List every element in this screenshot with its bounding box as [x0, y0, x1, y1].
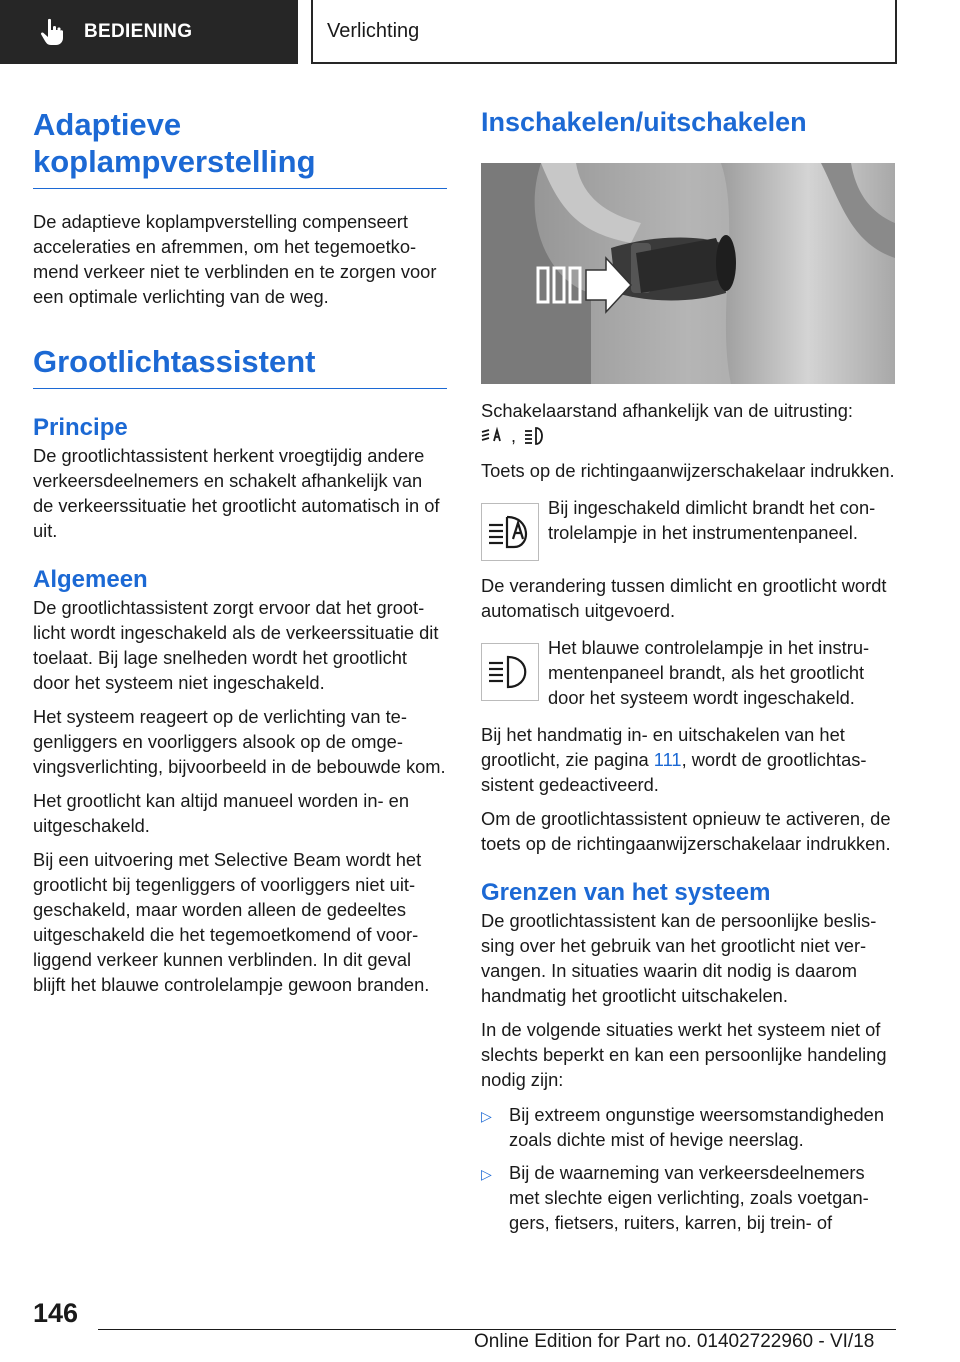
heading-principe: Principe [33, 414, 128, 441]
paragraph-manual-switch [481, 722, 895, 797]
footer-rule [98, 1329, 896, 1330]
heading-high-beam-assistant: Grootlichtassistent [33, 344, 316, 379]
note-high-beam [481, 635, 895, 710]
limits-list [481, 1102, 895, 1235]
paragraph-reactivate: Om de grootlichtassistent opnieuw te activeren, de toets op de richtingaanwijzerschakelaar indrukken. [481, 808, 891, 854]
paragraph-algemeen-4: Bij een uitvoering met Selective Beam wordt het grootlicht bij tegenliggers of voorliggers niet uitgeschakeld, maar worden alleen de gedeeltes uitgeschakeld die het tegemoetkomend of voorliggend verkeer kunnen verblinden. In dit geval blijft het blauwe controlelampje gewoon branden. [33, 849, 430, 995]
paragraph-limits-1: De grootlichtassistent kan de persoonlijke beslissing over het gebruik van het grootlicht niet vervangen. In situaties waarin dit nodig is daarom handmatig het grootlicht uitschakelen. [481, 910, 877, 1006]
auto-high-beam-indicator-icon [481, 503, 539, 561]
high-beam-indicator-icon [481, 643, 539, 701]
chapter-tab [311, 0, 897, 64]
list-item [481, 1102, 895, 1152]
heading-system-limits: Grenzen van het systeem [481, 879, 771, 906]
section-label: BEDIENING [84, 21, 193, 42]
left-column [33, 96, 447, 997]
paragraph-adaptive: De adaptieve koplampverstelling compenseert acceleraties en afremmen, om het tegemoetkomend verkeer niet te verblinden en te zorgen voor een optimale verlichting van de weg. [33, 211, 437, 307]
high-beam-auto-icon [481, 425, 503, 447]
paragraph-limits-2: In de volgende situaties werkt het systeem niet of slechts beperkt en kan een persoonlijke handeling nodig zijn: [481, 1019, 887, 1090]
paragraph-press-button: Toets op de richtingaanwijzerschakelaar indrukken. [481, 460, 895, 481]
paragraph-principe: De grootlichtassistent herkent vroegtijdig andere verkeersdeelnemers en schakelt afhankelijk van de verkeerssituatie het grootlicht automatisch in of uit. [33, 445, 440, 541]
switch-icons [481, 423, 895, 449]
high-beam-icon [524, 425, 546, 447]
paragraph-algemeen-1: De grootlichtassistent zorgt ervoor dat het grootlicht wordt ingeschakeld als de verkeerssituatie dit toelaat. Bij lage snelheden wordt het grootlicht door het systeem niet ingeschakeld. [33, 597, 439, 693]
heading-adaptive-headlight: Adaptieve koplampverstelling [33, 107, 316, 179]
note-high-beam-text: Het blauwe controlelampje in het instrumentenpaneel brandt, als het grootlicht door het systeem wordt ingeschakeld. [548, 637, 870, 708]
section-tab [0, 0, 298, 64]
triangle-bullet-icon: ▷ [481, 1108, 492, 1124]
heading-algemeen: Algemeen [33, 566, 148, 593]
triangle-bullet-icon: ▷ [481, 1166, 492, 1182]
hand-pointer-icon [40, 18, 64, 46]
page-number: 146 [33, 1298, 79, 1328]
list-item-text: Bij extreem ongunstige weersomstandigheden zoals dichte mist of hevige neerslag. [509, 1104, 884, 1150]
note-low-beam-text: Bij ingeschakeld dimlicht brandt het controlelampje in het instrumentenpaneel. [548, 497, 876, 543]
paragraph-algemeen-3: Het grootlicht kan altijd manueel worden in- en uitgeschakeld. [33, 790, 409, 836]
chapter-label: Verlichting [327, 19, 420, 42]
heading-switch-on-off: Inschakelen/uitschakelen [481, 107, 807, 137]
paragraph-algemeen-2: Het systeem reageert op de verlichting van tegenliggers en voorliggers alsook op de omgevingsverlichting, bijvoorbeeld in de bebouwde kom. [33, 706, 446, 777]
paragraph-switch-position: Schakelaarstand afhankelijk van de uitrusting: [481, 400, 853, 421]
turn-signal-lever-photo [481, 163, 895, 384]
note-low-beam [481, 495, 895, 561]
page-header [0, 0, 960, 66]
right-column [481, 96, 895, 1243]
edition-text: Online Edition for Part no. 01402722960 - VI/18 [474, 1331, 875, 1352]
icon-separator: , [511, 425, 517, 446]
paragraph-change-beam: De verandering tussen dimlicht en grootlicht wordt automatisch uitgevoerd. [481, 575, 887, 621]
page-link[interactable]: 111 [653, 749, 682, 770]
manual-text-b: , wordt de grootlichtassistent gedeactiveerd. [481, 749, 867, 795]
manual-text-a: Bij het handmatig in- en uitschakelen van het grootlicht, zie pagina [481, 724, 845, 770]
list-item [481, 1160, 895, 1235]
list-item-text: Bij de waarneming van verkeersdeelnemers met slechte eigen verlichting, zoals voetgangers, fietsers, ruiters, karren, bij trein- of [509, 1162, 869, 1233]
